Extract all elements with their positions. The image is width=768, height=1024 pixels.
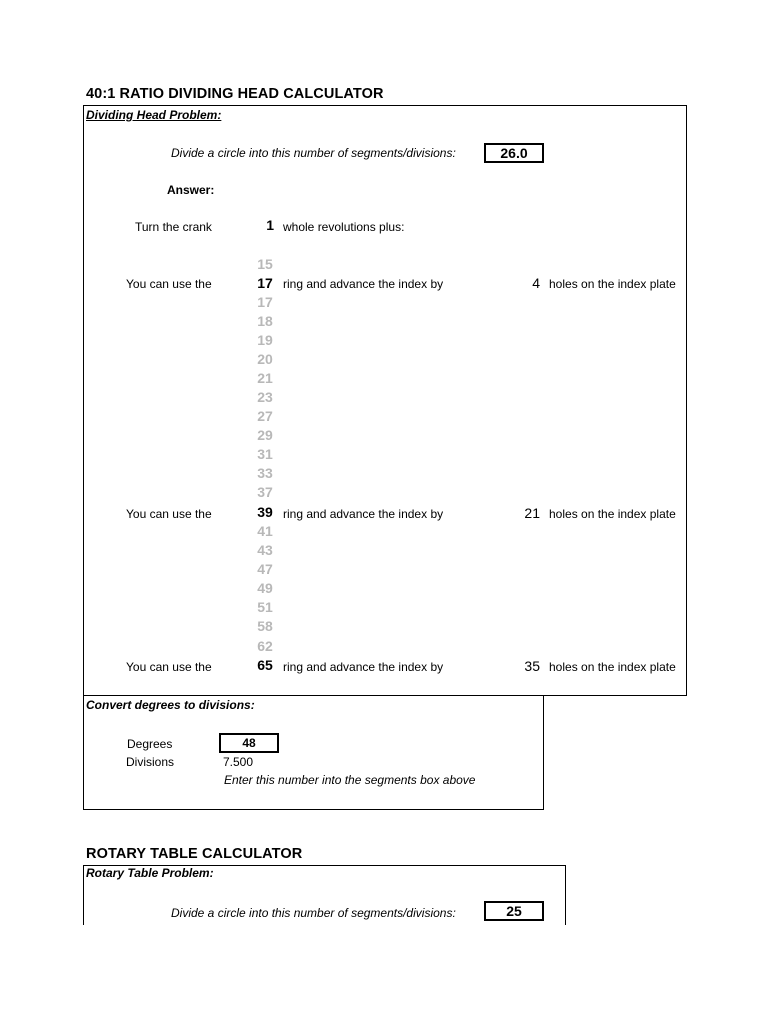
degrees-input[interactable]: 48 <box>219 733 279 753</box>
ring-value: 27 <box>257 408 273 424</box>
turn-crank-label: Turn the crank <box>135 220 212 234</box>
rotary-divide-prompt: Divide a circle into this number of segments/divisions: <box>171 906 456 920</box>
ring-value-selected: 65 <box>257 657 273 673</box>
ring-value: 33 <box>257 465 273 481</box>
divisions-label: Divisions <box>126 755 175 769</box>
divisions-input[interactable]: 26.0 <box>484 143 544 163</box>
ring-value: 15 <box>257 256 273 272</box>
divisions-result: 7.500 <box>223 755 254 769</box>
holes-value: 21 <box>524 505 540 521</box>
holes-suffix: holes on the index plate <box>549 660 676 674</box>
divide-prompt: Divide a circle into this number of segments/divisions: <box>171 146 456 160</box>
ring-value: 37 <box>257 484 273 500</box>
use-prefix: You can use the <box>126 277 212 291</box>
ring-suffix: ring and advance the index by <box>283 507 444 521</box>
holes-suffix: holes on the index plate <box>549 277 676 291</box>
convert-note: Enter this number into the segments box above <box>224 773 476 787</box>
whole-revolutions-suffix: whole revolutions plus: <box>283 220 405 234</box>
ring-value: 47 <box>257 561 273 577</box>
ring-value: 49 <box>257 580 273 596</box>
convert-header: Convert degrees to divisions: <box>86 698 255 712</box>
whole-revolutions-value: 1 <box>266 217 274 233</box>
ring-value-selected: 39 <box>257 504 273 520</box>
ring-suffix: ring and advance the index by <box>283 660 444 674</box>
convert-panel <box>83 695 544 810</box>
ring-value: 31 <box>257 446 273 462</box>
holes-value: 4 <box>532 275 540 291</box>
ring-value: 23 <box>257 389 273 405</box>
ring-value: 17 <box>257 294 273 310</box>
dividing-head-title: 40:1 RATIO DIVIDING HEAD CALCULATOR <box>86 86 384 102</box>
ring-value: 18 <box>257 313 273 329</box>
ring-value-selected: 17 <box>257 275 273 291</box>
ring-value: 58 <box>257 618 273 634</box>
rotary-divisions-input[interactable]: 25 <box>484 901 544 921</box>
rotary-table-title: ROTARY TABLE CALCULATOR <box>86 846 303 862</box>
ring-value: 62 <box>257 638 273 654</box>
ring-suffix: ring and advance the index by <box>283 277 444 291</box>
use-prefix: You can use the <box>126 660 212 674</box>
ring-value: 29 <box>257 427 273 443</box>
ring-value: 19 <box>257 332 273 348</box>
ring-value: 41 <box>257 523 273 539</box>
ring-value: 51 <box>257 599 273 615</box>
ring-value: 20 <box>257 351 273 367</box>
ring-value: 21 <box>257 370 273 386</box>
holes-suffix: holes on the index plate <box>549 507 676 521</box>
ring-value: 43 <box>257 542 273 558</box>
answer-label: Answer: <box>167 183 215 197</box>
degrees-label: Degrees <box>127 737 173 751</box>
holes-value: 35 <box>524 658 540 674</box>
use-prefix: You can use the <box>126 507 212 521</box>
dividing-head-problem-header: Dividing Head Problem: <box>86 108 222 122</box>
rotary-table-problem-header: Rotary Table Problem: <box>86 866 214 880</box>
